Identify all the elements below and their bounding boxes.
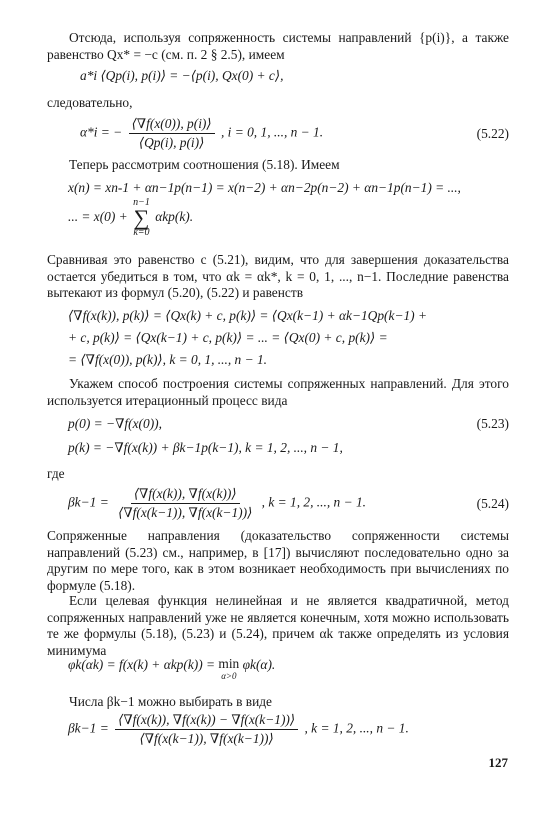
- eq524-rhs: , k = 1, 2, ..., n − 1.: [261, 494, 367, 510]
- sum-lower-limit: k=0: [133, 227, 150, 238]
- paragraph-esli: Если целевая функция нелинейная и не является квадратичной, метод сопряженных направлений уже не является конечным, хотя можно использовать те же формулы (5.18), (5.23) и (5.24), причем αk также определять из условия минимума: [47, 593, 509, 658]
- paragraph-gde: где: [47, 466, 65, 481]
- eqlast-numerator: ⟨∇f(x(k)), ∇f(x(k)) − ∇f(x(k−1))⟩: [115, 712, 298, 730]
- paragraph-sledovatelno: следовательно,: [47, 95, 133, 110]
- eqlast-rhs: , k = 1, 2, ..., n − 1.: [304, 720, 409, 736]
- eqlast-fraction: [115, 712, 298, 747]
- summation-symbol: [133, 198, 150, 238]
- eq522-fraction: [129, 116, 215, 151]
- min-rhs: φk(α).: [242, 657, 276, 672]
- eq524-lhs: βk−1 =: [68, 494, 109, 510]
- eq524-denominator: ⟨∇f(x(k−1)), ∇f(x(k−1))⟩: [118, 505, 253, 520]
- equation-label-5-22: (5.22): [476, 126, 509, 141]
- paragraph-sravnivaya: Сравнивая это равенство с (5.21), видим, что для завершения доказательства остается убедиться в том, что αk = αk*, k = 0, 1, ..., n−1. Последние равенства вытекают из формул (5.20), (5.22) и равенств: [47, 252, 509, 300]
- paragraph-chisla: Числа βk−1 можно выбирать в виде: [69, 694, 272, 709]
- equation-label-5-24: (5.24): [476, 496, 509, 511]
- equation-5-22: [80, 116, 323, 151]
- chain2-lhs: ... = x(0) +: [68, 209, 132, 225]
- paragraph-sopryazhennye: Сопряженные направления (доказательство сопряженности системы направлений (5.23) см., например, в [17]) вычисляют последовательно одно за другим по мере того, как в этом возникает необходимость при вычислениях по формуле (5.18).: [47, 528, 509, 593]
- sum-sigma: ∑: [133, 205, 150, 230]
- equation-5-24: [68, 486, 366, 521]
- equation-beta-alt: [68, 712, 409, 747]
- eqlast-lhs: βk−1 =: [68, 720, 109, 736]
- paragraph-teper: Теперь рассмотрим соотношения (5.18). Имеем: [69, 157, 340, 172]
- equation-alpha-star: a*i ⟨Qp(i), p(i)⟩ = −⟨p(i), Qx(0) + c⟩,: [80, 68, 284, 83]
- equation-5-23-line2: p(k) = −∇f(x(k)) + βk−1p(k−1), k = 1, 2, ..., n − 1,: [68, 440, 343, 455]
- chain2-rhs: αkp(k).: [155, 209, 194, 225]
- eqlast-denominator: ⟨∇f(x(k−1)), ∇f(x(k−1))⟩: [139, 731, 274, 746]
- eq522-denominator: ⟨Qp(i), p(i)⟩: [138, 135, 205, 150]
- min-word: min: [218, 656, 240, 671]
- min-subscript: α>0: [221, 671, 237, 681]
- eq522-lhs: α*i = −: [80, 124, 123, 140]
- page-number: 127: [488, 755, 508, 770]
- equation-equalities-line1: ⟨∇f(x(k)), p(k)⟩ = ⟨Qx(k) + c, p(k)⟩ = ⟨Qx(k−1) + αk−1Qp(k−1) +: [68, 308, 428, 323]
- equation-chain-line2: [68, 198, 193, 238]
- eq524-fraction: [115, 486, 255, 521]
- equation-equalities-line2: + c, p(k)⟩ = ⟨Qx(k−1) + c, p(k)⟩ = ... = ⟨Qx(0) + c, p(k)⟩ =: [68, 330, 388, 345]
- equation-minimum: [68, 657, 275, 683]
- equation-label-5-23: (5.23): [476, 416, 509, 431]
- min-lhs: φk(αk) = f(x(k) + αkp(k)) =: [68, 657, 219, 672]
- sum-upper-limit: n−1: [133, 197, 150, 208]
- equation-equalities-line3: = ⟨∇f(x(0)), p(k)⟩, k = 0, 1, ..., n − 1.: [68, 352, 267, 367]
- eq524-numerator: ⟨∇f(x(k)), ∇f(x(k))⟩: [131, 486, 240, 504]
- equation-chain-line1: x(n) = xn-1 + αn−1p(n−1) = x(n−2) + αn−2p(n−2) + αn−1p(n−1) = ...,: [68, 180, 461, 195]
- min-operator: [218, 657, 239, 683]
- equation-5-23-line1: p(0) = −∇f(x(0)),: [68, 416, 162, 431]
- paragraph-intro: Отсюда, используя сопряженность системы направлений {p(i)}, а также равенство Qx* = −c (см. п. 2 § 2.5), имеем: [47, 30, 509, 62]
- eq522-numerator: ⟨∇f(x(0)), p(i)⟩: [129, 116, 215, 134]
- paragraph-ukazhem: Укажем способ построения системы сопряженных направлений. Для этого используется итерационный процесс вида: [47, 376, 509, 408]
- eq522-rhs: , i = 0, 1, ..., n − 1.: [220, 124, 324, 140]
